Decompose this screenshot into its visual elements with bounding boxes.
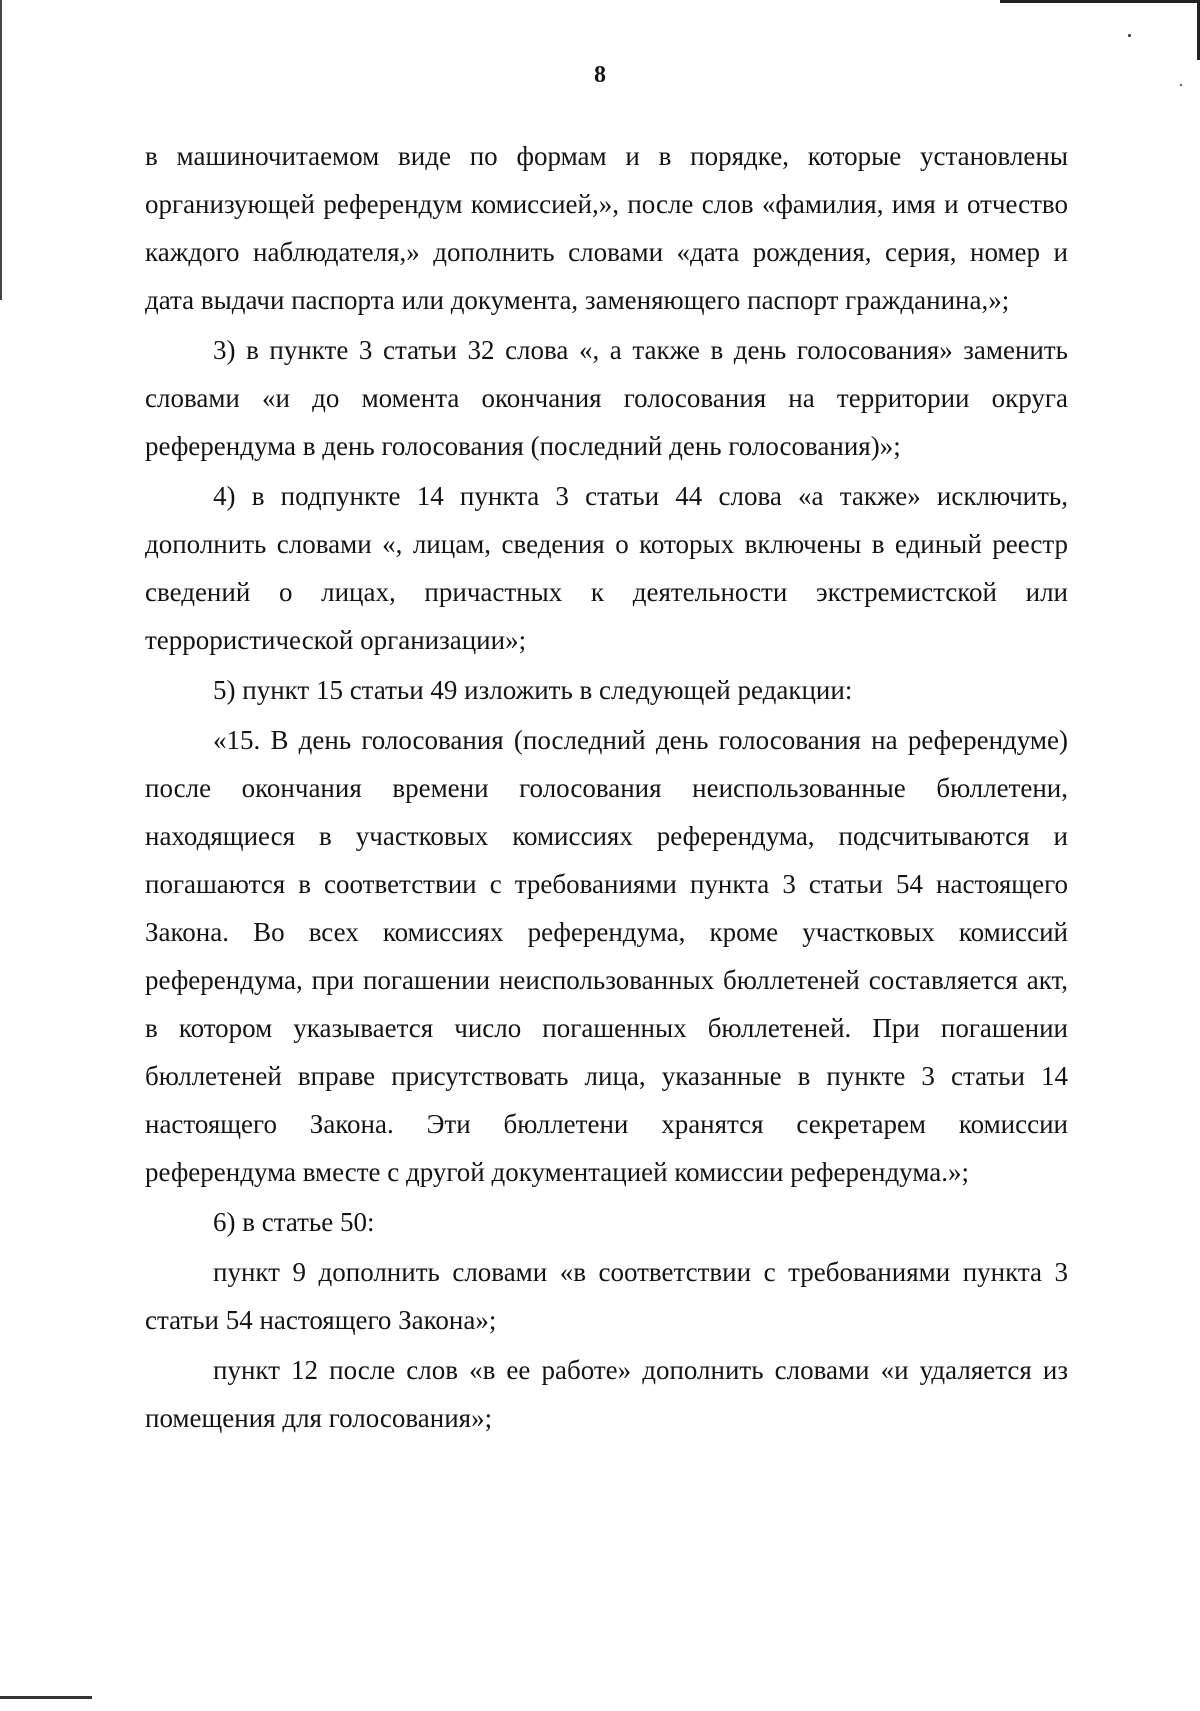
document-body bbox=[145, 132, 1068, 1444]
paragraph: 5) пункт 15 статьи 49 изложить в следующей редакции: bbox=[213, 675, 853, 705]
paragraph: «15. В день голосования (последний день голосования на референдуме) после окончания времени голосования неиспользованные бюллетени, находящиеся в участковых комиссиях референдума, подсчитываются и погашаются в соответствии с требованиями пункта 3 статьи 54 настоящего Закона. Во всех комиссиях референдума, кроме участковых комиссий референдума, при погашении неиспользованных бюллетеней составляется акт, в котором указывается число погашенных бюллетеней. При погашении бюллетеней вправе присутствовать лица, указанные в пункте 3 статьи 14 настоящего Закона. Эти бюллетени хранятся секретарем комиссии референдума вместе с другой документацией комиссии референдума.»; bbox=[145, 725, 1068, 1187]
paragraph: 3) в пункте 3 статьи 32 слова «, а также в день голосования» заменить словами «и до момента окончания голосования на территории округа референдума в день голосования (последний день голосования)»; bbox=[145, 335, 1068, 461]
paragraph: пункт 9 дополнить словами «в соответствии с требованиями пункта 3 статьи 54 настоящего Закона»; bbox=[145, 1257, 1068, 1335]
scan-edge-top bbox=[1000, 0, 1200, 3]
scan-edge-bottom bbox=[0, 1696, 92, 1699]
page-number: 8 bbox=[594, 62, 606, 88]
paragraph: 4) в подпункте 14 пункта 3 статьи 44 слова «а также» исключить, дополнить словами «, лицам, сведения о которых включены в единый реестр сведений о лицах, причастных к деятельности экстремистской или террористической организации»; bbox=[145, 481, 1068, 655]
paragraph: пункт 12 после слов «в ее работе» дополнить словами «и удаляется из помещения для голосования»; bbox=[145, 1355, 1068, 1433]
paragraph: 6) в статье 50: bbox=[213, 1207, 375, 1237]
paragraph: в машиночитаемом виде по формам и в порядке, которые установлены организующей референдум комиссией,», после слов «фамилия, имя и отчество каждого наблюдателя,» дополнить словами «дата рождения, серия, номер и дата выдачи паспорта или документа, заменяющего паспорт гражданина,»; bbox=[145, 141, 1068, 315]
scan-speck bbox=[1128, 34, 1131, 37]
scan-edge-left bbox=[0, 0, 2, 300]
